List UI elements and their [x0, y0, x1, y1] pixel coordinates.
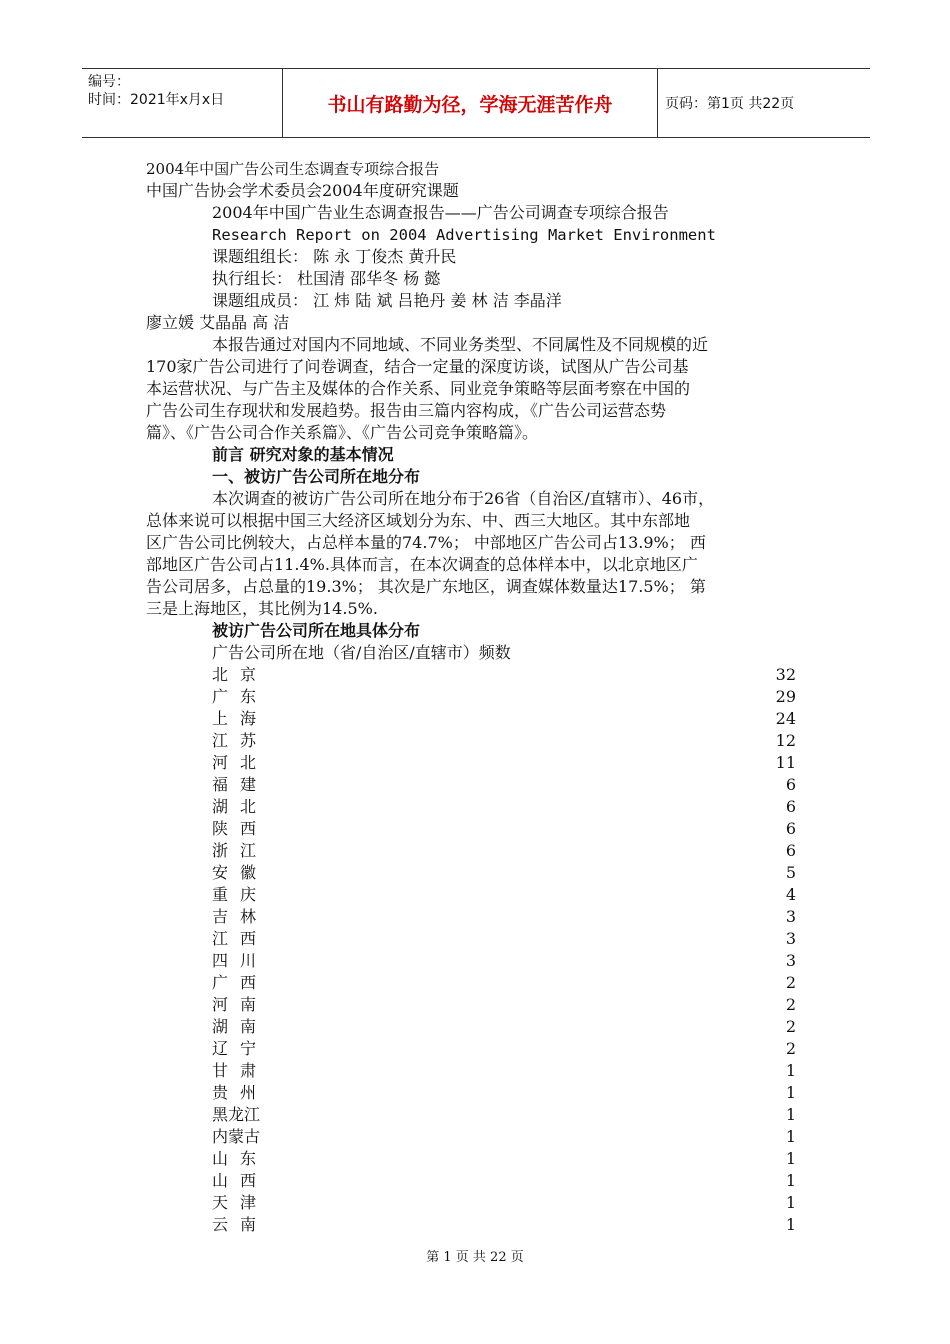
table-row — [212, 1170, 796, 1192]
count-cell: 4 — [785, 885, 796, 904]
count-cell: 3 — [785, 907, 796, 926]
count-cell: 11 — [775, 753, 796, 772]
place-cell: 湖南 — [212, 1017, 269, 1036]
page-header — [82, 68, 870, 138]
place-cell: 天津 — [212, 1193, 269, 1212]
place-cell: 湖北 — [212, 797, 269, 816]
table-row — [212, 862, 796, 884]
sub-heading: 一、被访广告公司所在地分布 — [212, 467, 421, 486]
count-cell: 5 — [785, 863, 796, 882]
table-row — [212, 1060, 796, 1082]
intro-line: 篇》、《广告公司合作关系篇》、《广告公司竞争策略篇》。 — [146, 423, 539, 442]
section-heading: 前言 研究对象的基本情况 — [212, 445, 394, 464]
place-cell: 山东 — [212, 1149, 269, 1168]
place-cell: 广东 — [212, 687, 269, 706]
count-cell: 12 — [775, 731, 796, 750]
intro-line: 广告公司生存现状和发展趋势。报告由三篇内容构成，《广告公司运营态势 — [146, 401, 667, 420]
count-cell: 1 — [785, 1149, 796, 1168]
count-cell: 3 — [785, 929, 796, 948]
place-cell: 内蒙古 — [212, 1127, 261, 1146]
body-line: 区广告公司比例较大，占总样本量的74.7%； 中部地区广告公司占13.9%； 西 — [146, 533, 706, 552]
place-cell: 甘肃 — [212, 1061, 269, 1080]
header-number-label: 编号： — [88, 74, 130, 90]
body-line: 部地区广告公司占11.4%.具体而言，在本次调查的总体样本中，以北京地区广 — [146, 555, 698, 574]
count-cell: 1 — [785, 1171, 796, 1190]
header-time-label: 时间：2021年x月x日 — [88, 92, 225, 108]
count-cell: 29 — [775, 687, 796, 706]
table-row — [212, 928, 796, 950]
body-line: 总体来说可以根据中国三大经济区域划分为东、中、西三大地区。其中东部地 — [146, 511, 691, 530]
header-page-label: 页码：第1页 共22页 — [665, 96, 795, 112]
count-cell: 32 — [775, 665, 796, 684]
place-cell: 福建 — [212, 775, 269, 794]
table-row — [212, 818, 796, 840]
place-cell: 北京 — [212, 665, 269, 684]
count-cell: 1 — [785, 1127, 796, 1146]
table-row — [212, 1148, 796, 1170]
place-cell: 江苏 — [212, 731, 269, 750]
table-row — [212, 708, 796, 730]
place-cell: 辽宁 — [212, 1039, 269, 1058]
place-cell: 上海 — [212, 709, 269, 728]
table-row — [212, 1016, 796, 1038]
place-cell: 四川 — [212, 951, 269, 970]
table-row — [212, 1214, 796, 1236]
table-row — [212, 884, 796, 906]
count-cell: 1 — [785, 1083, 796, 1102]
table-row — [212, 1104, 796, 1126]
table-header: 广告公司所在地（省/自治区/直辖市）频数 — [212, 643, 511, 662]
table-row — [212, 950, 796, 972]
team-members-line1: 课题组成员： 江 炜 陆 斌 吕艳丹 姜 林 洁 李晶洋 — [212, 291, 562, 310]
place-cell: 河南 — [212, 995, 269, 1014]
place-cell: 贵州 — [212, 1083, 269, 1102]
place-cell: 浙江 — [212, 841, 269, 860]
intro-line: 170家广告公司进行了问卷调查，结合一定量的深度访谈，试图从广告公司基 — [146, 357, 689, 376]
report-title-en: Research Report on 2004 Advertising Market Environment — [212, 226, 716, 244]
place-cell: 河北 — [212, 753, 269, 772]
header-motto: 书山有路勤为径，学海无涯苦作舟 — [282, 69, 658, 137]
table-title: 被访广告公司所在地具体分布 — [212, 621, 421, 640]
count-cell: 1 — [785, 1061, 796, 1080]
table-row — [212, 664, 796, 686]
doc-subtitle: 中国广告协会学术委员会2004年度研究课题 — [146, 181, 459, 200]
count-cell: 3 — [785, 951, 796, 970]
count-cell: 2 — [785, 1039, 796, 1058]
count-cell: 1 — [785, 1215, 796, 1234]
table-row — [212, 1038, 796, 1060]
body-line: 三是上海地区，其比例为14.5%. — [146, 599, 378, 618]
count-cell: 2 — [785, 1017, 796, 1036]
count-cell: 2 — [785, 995, 796, 1014]
count-cell: 6 — [785, 775, 796, 794]
table-row — [212, 906, 796, 928]
team-leaders: 课题组组长： 陈 永 丁俊杰 黄升民 — [212, 247, 457, 266]
intro-line: 本报告通过对国内不同地域、不同业务类型、不同属性及不同规模的近 — [212, 335, 709, 354]
place-cell: 江西 — [212, 929, 269, 948]
report-title: 2004年中国广告业生态调查报告——广告公司调查专项综合报告 — [212, 203, 669, 222]
count-cell: 24 — [775, 709, 796, 728]
table-row — [212, 972, 796, 994]
header-meta — [82, 69, 282, 137]
table-row — [212, 1192, 796, 1214]
doc-title: 2004年中国广告公司生态调查专项综合报告 — [146, 160, 440, 178]
count-cell: 1 — [785, 1193, 796, 1212]
place-cell: 安徽 — [212, 863, 269, 882]
body-line: 告公司居多，占总量的19.3%； 其次是广东地区，调查媒体数量达17.5%； 第 — [146, 577, 706, 596]
table-row — [212, 752, 796, 774]
place-cell: 重庆 — [212, 885, 269, 904]
table-row — [212, 686, 796, 708]
table-row — [212, 840, 796, 862]
exec-leaders: 执行组长： 杜国清 邵华冬 杨 懿 — [212, 269, 441, 288]
table-row — [212, 796, 796, 818]
page-footer: 第 1 页 共 22 页 — [426, 1250, 524, 1265]
count-cell: 2 — [785, 973, 796, 992]
count-cell: 6 — [785, 819, 796, 838]
place-cell: 广西 — [212, 973, 269, 992]
intro-line: 本运营状况、与广告主及媒体的合作关系、同业竞争策略等层面考察在中国的 — [146, 379, 691, 398]
table-row — [212, 730, 796, 752]
count-cell: 1 — [785, 1105, 796, 1124]
count-cell: 6 — [785, 841, 796, 860]
count-cell: 6 — [785, 797, 796, 816]
table-row — [212, 994, 796, 1016]
place-cell: 云南 — [212, 1215, 269, 1234]
team-members-line2: 廖立媛 艾晶晶 高 洁 — [146, 313, 290, 332]
table-row — [212, 1126, 796, 1148]
place-cell: 吉林 — [212, 907, 269, 926]
place-cell: 黑龙江 — [212, 1105, 261, 1124]
table-row — [212, 774, 796, 796]
place-cell: 山西 — [212, 1171, 269, 1190]
place-cell: 陕西 — [212, 819, 269, 838]
body-line: 本次调查的被访广告公司所在地分布于26省（自治区/直辖市）、46市， — [212, 489, 715, 508]
table-row — [212, 1082, 796, 1104]
